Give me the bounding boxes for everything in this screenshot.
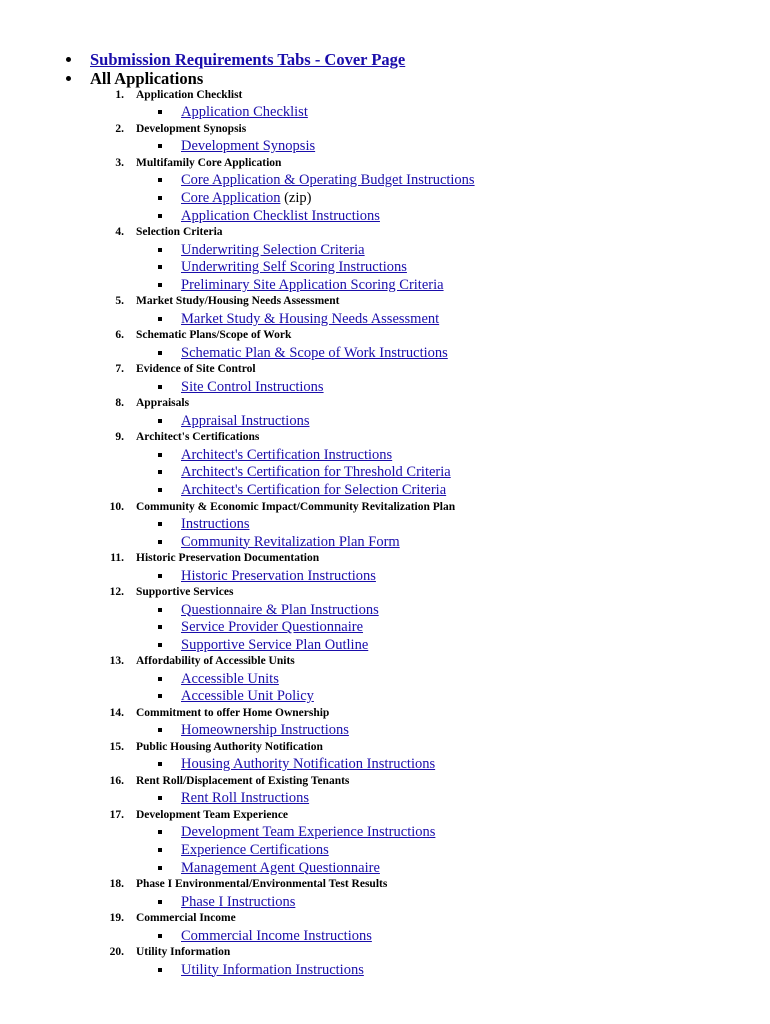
- square-bullet-icon: [158, 351, 162, 355]
- file-type-note: (zip): [280, 190, 312, 206]
- list-item: [181, 602, 379, 619]
- section-title: Public Housing Authority Notification: [136, 741, 323, 753]
- section-number: 18.: [109, 878, 124, 891]
- list-item: [181, 259, 407, 276]
- document-link[interactable]: Homeownership Instructions: [181, 722, 349, 739]
- section-number: 5.: [115, 295, 124, 308]
- section-title: Market Study/Housing Needs Assessment: [136, 295, 340, 308]
- list-item: [181, 413, 309, 430]
- square-bullet-icon: [158, 848, 162, 852]
- document-link[interactable]: Site Control Instructions: [181, 378, 324, 395]
- list-item: [181, 345, 448, 362]
- all-applications-label: All Applications: [90, 69, 204, 88]
- section-title: Rent Roll/Displacement of Existing Tenants: [136, 775, 350, 787]
- list-item: [181, 190, 311, 207]
- document-link[interactable]: Management Agent Questionnaire: [181, 859, 380, 876]
- list-item: [181, 688, 314, 705]
- list-item: [181, 447, 392, 464]
- square-bullet-icon: [158, 419, 162, 423]
- document-link[interactable]: Commercial Income Instructions: [181, 927, 372, 944]
- square-bullet-icon: [158, 248, 162, 252]
- section-title: Supportive Services: [136, 586, 234, 599]
- list-item: [181, 242, 365, 259]
- square-bullet-icon: [158, 900, 162, 904]
- section-title: Community & Economic Impact/Community Revitalization Plan: [136, 500, 456, 513]
- list-item: [181, 722, 349, 739]
- document-link[interactable]: Experience Certifications: [181, 842, 329, 858]
- document-link[interactable]: Architect's Certification for Selection Criteria: [181, 482, 447, 498]
- list-item: [181, 379, 324, 396]
- square-bullet-icon: [158, 540, 162, 544]
- section-number: 12.: [109, 586, 124, 599]
- square-bullet-icon: [158, 488, 162, 492]
- document-link[interactable]: Rent Roll Instructions: [181, 790, 310, 807]
- document-link[interactable]: Market Study & Housing Needs Assessment: [181, 310, 440, 327]
- cover-page-link[interactable]: Submission Requirements Tabs - Cover Page: [90, 50, 406, 69]
- square-bullet-icon: [158, 728, 162, 732]
- section-number: 4.: [115, 226, 124, 239]
- section-title: Multifamily Core Application: [136, 157, 282, 169]
- square-bullet-icon: [158, 385, 162, 389]
- document-link[interactable]: Development Synopsis: [181, 138, 316, 155]
- document-link[interactable]: Preliminary Site Application Scoring Criteria: [181, 276, 444, 293]
- list-item: [181, 534, 400, 551]
- section-title: Application Checklist: [136, 89, 243, 101]
- document-link[interactable]: Application Checklist: [181, 104, 308, 121]
- document-link[interactable]: Instructions: [181, 516, 250, 532]
- list-item: [181, 619, 363, 636]
- bullet-icon: [66, 57, 71, 62]
- section-number: 7.: [115, 363, 124, 376]
- section-number: 6.: [115, 329, 124, 342]
- square-bullet-icon: [158, 265, 162, 269]
- section-number: 20.: [109, 946, 124, 959]
- section-number: 8.: [115, 397, 124, 410]
- section-title: Commercial Income: [136, 912, 236, 925]
- section-number: 13.: [109, 655, 124, 668]
- square-bullet-icon: [158, 196, 162, 200]
- document-link[interactable]: Historic Preservation Instructions: [181, 567, 376, 584]
- square-bullet-icon: [158, 934, 162, 938]
- square-bullet-icon: [158, 968, 162, 972]
- square-bullet-icon: [158, 522, 162, 526]
- section-title: Evidence of Site Control: [136, 363, 256, 376]
- list-item: [181, 464, 451, 481]
- section-number: 9.: [115, 431, 124, 444]
- list-item: [181, 637, 368, 654]
- square-bullet-icon: [158, 625, 162, 629]
- document-link[interactable]: Application Checklist Instructions: [181, 207, 380, 224]
- section-title: Selection Criteria: [136, 226, 223, 239]
- document-link[interactable]: Housing Authority Notification Instructions: [181, 756, 436, 773]
- document-link[interactable]: Core Application: [181, 190, 281, 206]
- list-item: [181, 568, 376, 585]
- square-bullet-icon: [158, 608, 162, 612]
- list-item: [181, 482, 446, 499]
- document-link[interactable]: Appraisal Instructions: [181, 412, 310, 429]
- document-link[interactable]: Community Revitalization Plan Form: [181, 533, 400, 550]
- list-item: [181, 842, 329, 859]
- list-item: [181, 756, 435, 773]
- bullet-icon: [66, 76, 71, 81]
- document-link[interactable]: Architect's Certification Instructions: [181, 446, 393, 463]
- cover-page-item: [90, 50, 405, 69]
- document-link[interactable]: Utility Information Instructions: [181, 961, 364, 978]
- document-link[interactable]: Accessible Unit Policy: [181, 688, 314, 705]
- section-title: Phase I Environmental/Environmental Test Results: [136, 878, 388, 891]
- square-bullet-icon: [158, 574, 162, 578]
- section-number: 14.: [109, 707, 124, 719]
- square-bullet-icon: [158, 694, 162, 698]
- section-title: Affordability of Accessible Units: [136, 655, 295, 668]
- document-link[interactable]: Questionnaire & Plan Instructions: [181, 601, 379, 618]
- document-link[interactable]: Accessible Units: [181, 670, 279, 687]
- list-item: [181, 172, 475, 189]
- square-bullet-icon: [158, 110, 162, 114]
- square-bullet-icon: [158, 866, 162, 870]
- list-item: [181, 311, 439, 328]
- list-item: [181, 928, 372, 945]
- section-number: 10.: [109, 500, 124, 513]
- document-link[interactable]: Schematic Plan & Scope of Work Instructions: [181, 344, 448, 361]
- section-title: Historic Preservation Documentation: [136, 552, 320, 565]
- list-item: [181, 894, 295, 911]
- list-item: [181, 138, 315, 155]
- square-bullet-icon: [158, 453, 162, 457]
- section-title: Development Team Experience: [136, 809, 289, 821]
- square-bullet-icon: [158, 643, 162, 647]
- section-number: 2.: [115, 123, 124, 135]
- document-link[interactable]: Architect's Certification for Threshold Criteria: [181, 464, 451, 481]
- square-bullet-icon: [158, 317, 162, 321]
- square-bullet-icon: [158, 144, 162, 148]
- section-title: Schematic Plans/Scope of Work: [136, 329, 292, 342]
- document-link[interactable]: Underwriting Self Scoring Instructions: [181, 259, 407, 276]
- section-number: 19.: [109, 912, 124, 925]
- list-item: [181, 208, 380, 225]
- section-number: 3.: [115, 157, 124, 169]
- square-bullet-icon: [158, 178, 162, 182]
- section-title: Utility Information: [136, 946, 231, 959]
- list-item: [181, 277, 444, 294]
- list-item: [181, 671, 279, 688]
- square-bullet-icon: [158, 762, 162, 766]
- section-number: 1.: [115, 89, 124, 101]
- section-number: 11.: [110, 552, 124, 565]
- list-item: [181, 824, 435, 841]
- document-link[interactable]: Phase I Instructions: [181, 893, 296, 910]
- document-link[interactable]: Underwriting Selection Criteria: [181, 241, 365, 258]
- section-title: Architect's Certifications: [136, 431, 260, 444]
- list-item: [181, 962, 364, 979]
- list-item: [181, 104, 308, 121]
- document-link[interactable]: Core Application & Operating Budget Instructions: [181, 172, 475, 189]
- document-link[interactable]: Development Team Experience Instructions: [181, 824, 436, 841]
- document-link[interactable]: Service Provider Questionnaire: [181, 619, 364, 636]
- list-item: [181, 790, 309, 807]
- square-bullet-icon: [158, 214, 162, 218]
- square-bullet-icon: [158, 830, 162, 834]
- section-title: Appraisals: [136, 397, 190, 410]
- list-item: [181, 516, 249, 533]
- square-bullet-icon: [158, 283, 162, 287]
- square-bullet-icon: [158, 677, 162, 681]
- section-number: 16.: [109, 775, 124, 787]
- square-bullet-icon: [158, 470, 162, 474]
- list-item: [181, 860, 380, 877]
- section-title: Commitment to offer Home Ownership: [136, 707, 330, 719]
- all-applications-heading: [90, 69, 203, 88]
- section-number: 17.: [109, 809, 124, 821]
- document-link[interactable]: Supportive Service Plan Outline: [181, 636, 369, 653]
- section-number: 15.: [109, 741, 124, 753]
- square-bullet-icon: [158, 796, 162, 800]
- section-title: Development Synopsis: [136, 123, 247, 135]
